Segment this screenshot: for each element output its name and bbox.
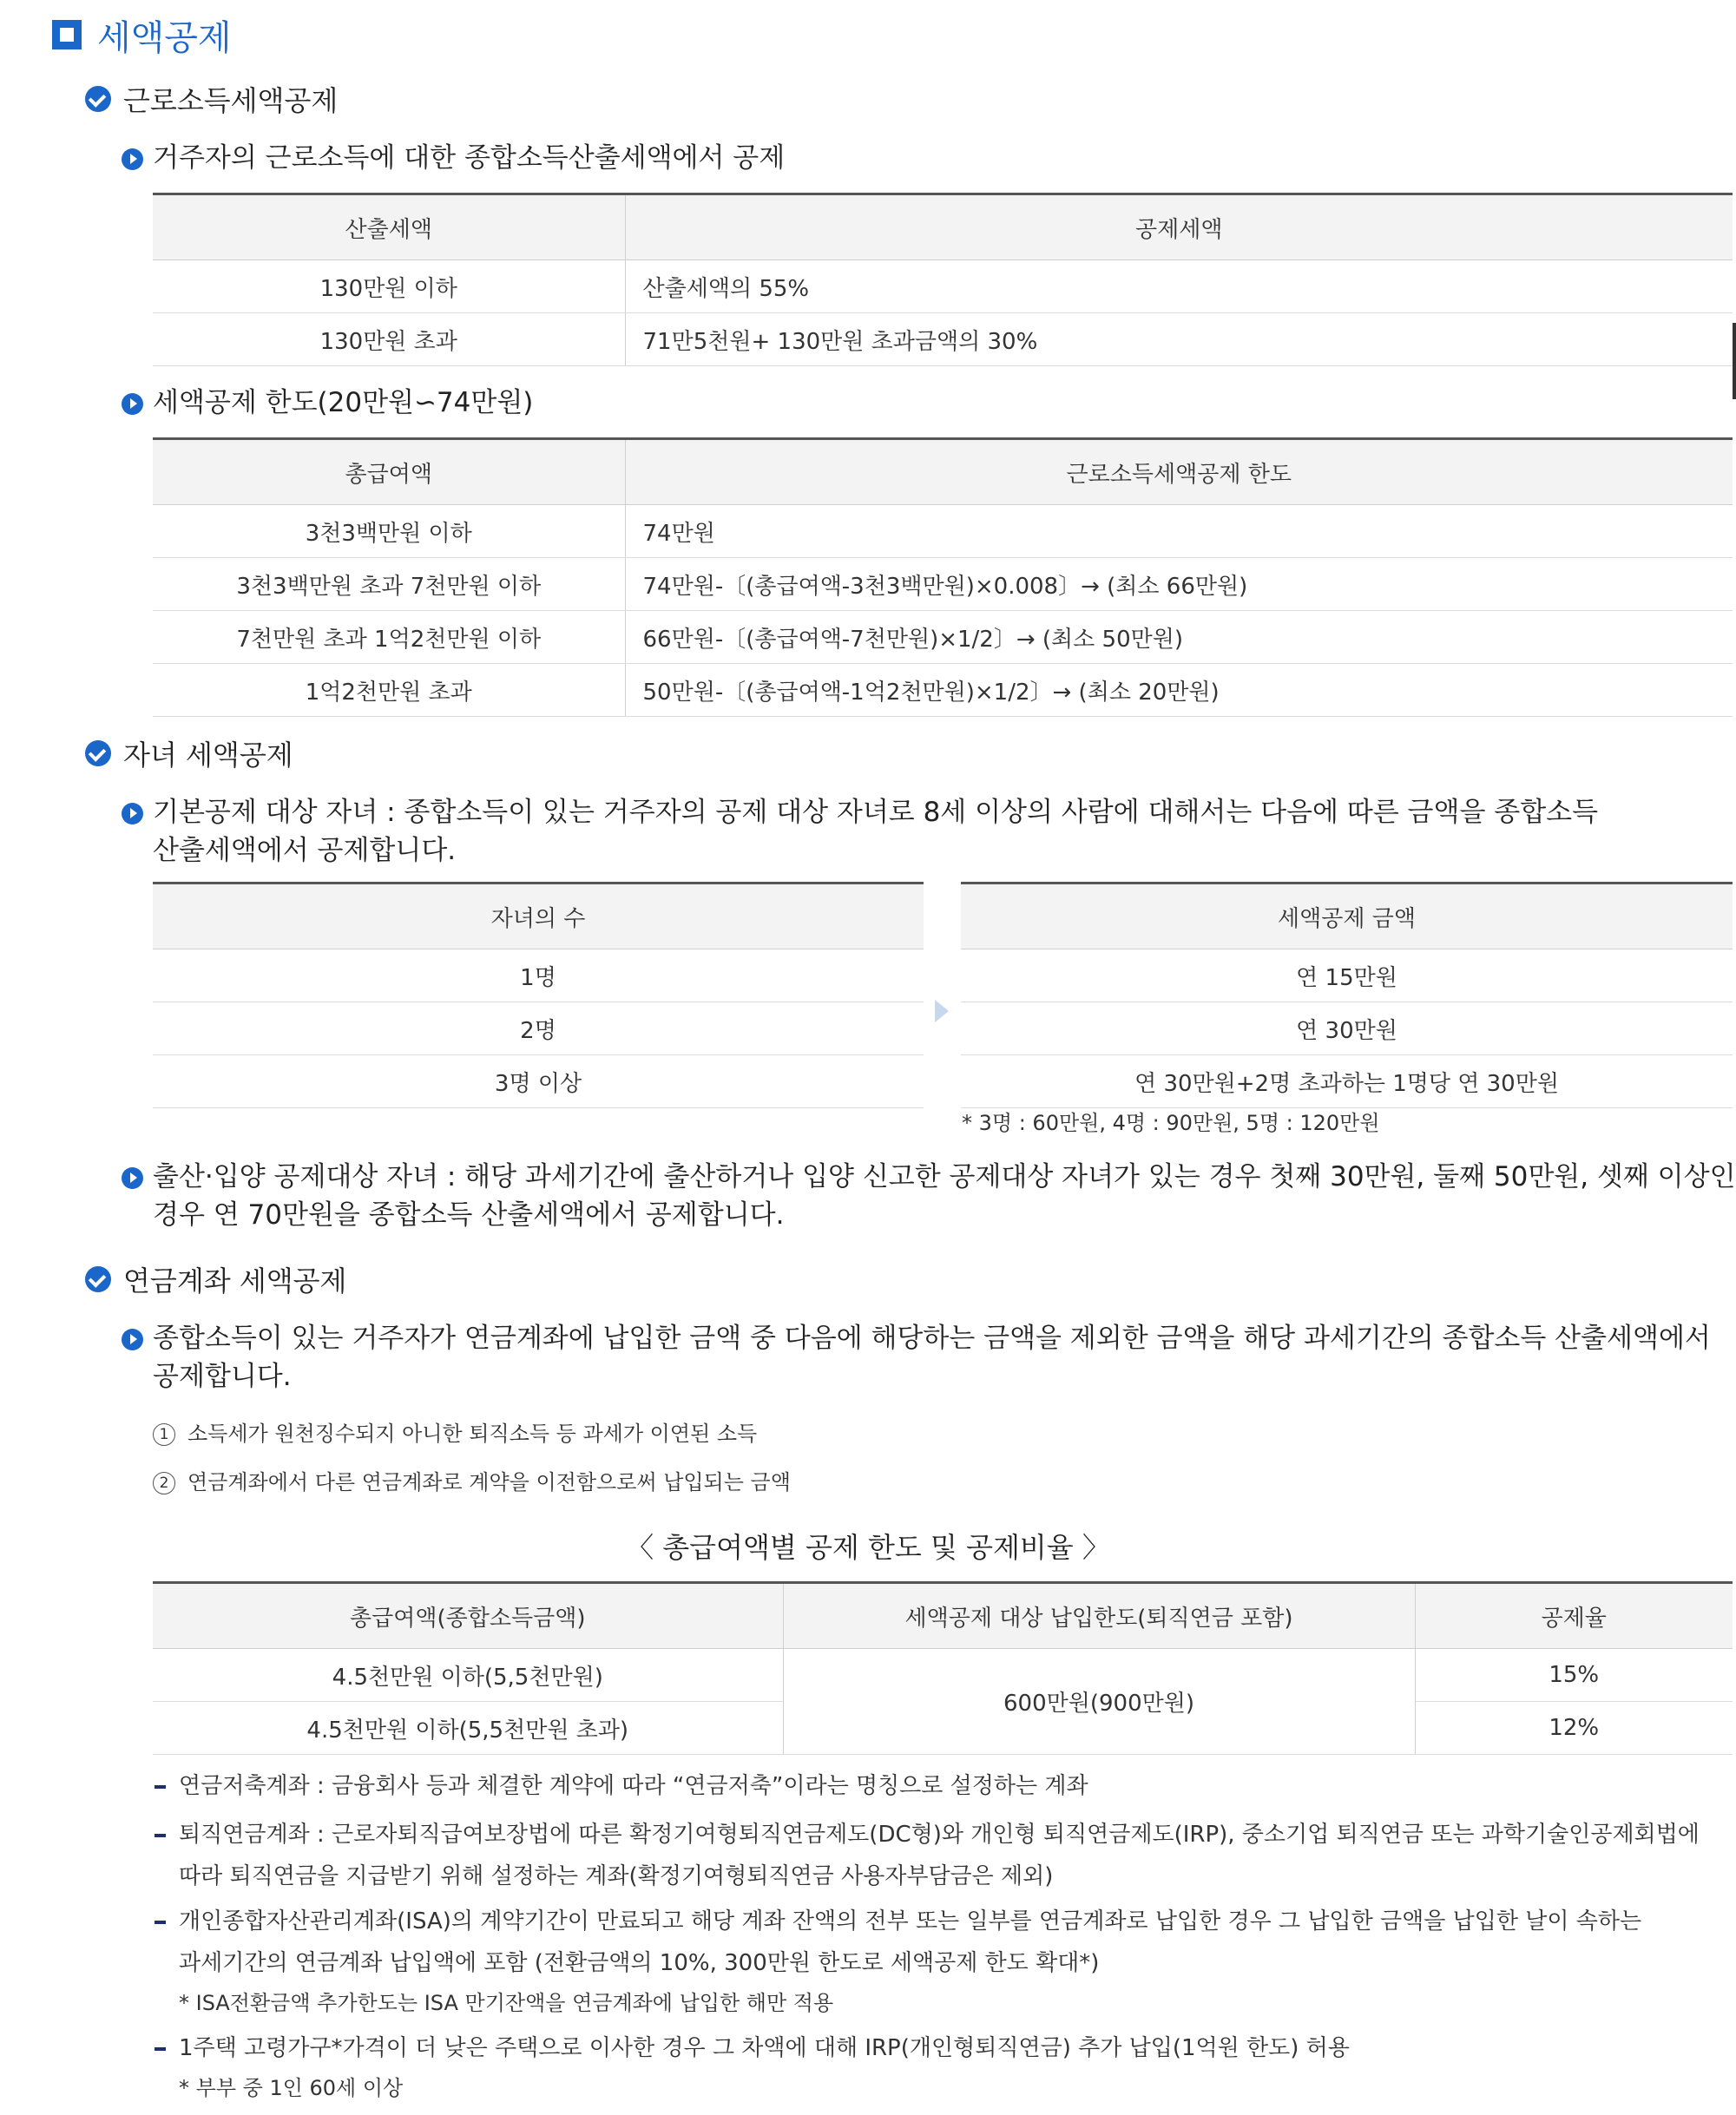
- note-text: 과세기간의 연금계좌 납입액에 포함 (전환금액의 10%, 300만원 한도로 세액공제 한도 확대*): [179, 1950, 1100, 1976]
- note-text: 개인종합자산관리계좌(ISA)의 계약기간이 만료되고 해당 계좌 잔액의 전부 또는 일부를 연금계좌로 납입한 경우 그 납입한 금액을 납입한 날이 속하는: [179, 1908, 1642, 1934]
- table-row: [153, 1649, 1733, 1702]
- table-cell: 3명 이상: [153, 1055, 924, 1108]
- note-text: 따라 퇴직연금을 지급받기 위해 설정하는 계좌(확정기여형퇴직연금 사용자부담금은 제외): [179, 1863, 1054, 1889]
- table-cell-limit: 600만원(900만원): [783, 1649, 1415, 1755]
- table-cell: 7천만원 초과 1억2천만원 이하: [153, 611, 625, 664]
- table-header: 공제세액: [625, 194, 1733, 260]
- bullet-text: 거주자의 근로소득에 대한 종합소득산출세액에서 공제: [153, 142, 786, 174]
- dash-bullet-icon: [155, 1921, 166, 1924]
- deduction-limit-table: [153, 437, 1733, 717]
- table-row: [961, 1055, 1733, 1108]
- bullet-item-pension-account: [122, 1319, 1711, 1396]
- circled-number-icon: 1: [153, 1423, 175, 1446]
- table-cell: 66만원-〔(총급여액-7천만원)×1/2〕→ (최소 50만원): [625, 611, 1733, 664]
- table-cell: 3천3백만원 이하: [153, 505, 625, 558]
- dash-bullet-icon: [155, 2047, 166, 2051]
- bullet-text-line: 산출세액에서 공제합니다.: [153, 835, 457, 866]
- table-row: [153, 313, 1733, 366]
- child-count-table: [153, 882, 924, 1108]
- note-item: [155, 2027, 1733, 2069]
- table-cell: 연 30만원: [961, 1002, 1733, 1055]
- table-header: 산출세액: [153, 194, 625, 260]
- circled-number-icon: 2: [153, 1472, 175, 1494]
- play-circle-icon: [122, 1329, 143, 1350]
- table-cell: 74만원: [625, 505, 1733, 558]
- note-footnote: * ISA전환금액 추가한도는 ISA 만기잔액을 연금계좌에 납입한 해만 적용: [179, 1991, 834, 2015]
- note-item: [155, 1814, 1733, 1897]
- table-caption: 〈 총급여액별 공제 한도 및 공제비율 〉: [626, 1531, 1110, 1564]
- list-item: [153, 1416, 757, 1447]
- table-row: [153, 1002, 924, 1055]
- footnote: * 3명 : 60만원, 4명 : 90만원, 5명 : 120만원: [962, 1111, 1380, 1135]
- bullet-text-line: 공제합니다.: [153, 1361, 292, 1392]
- subsection-title: 연금계좌 세액공제: [123, 1264, 347, 1297]
- table-header: 근로소득세액공제 한도: [625, 439, 1733, 505]
- square-bullet-icon: [52, 20, 82, 49]
- bullet-text-line: 출산·입양 공제대상 자녀 : 해당 과세기간에 출산하거나 입양 신고한 공제대상 자녀가 있는 경우 첫째 30만원, 둘째 50만원, 셋째 이상인: [153, 1161, 1736, 1192]
- note-footnote: * 부부 중 1인 60세 이상: [179, 2076, 404, 2100]
- dash-bullet-icon: [155, 1834, 166, 1837]
- bullet-item-deduction-limit: [122, 384, 533, 422]
- check-circle-icon: [85, 740, 111, 766]
- note-item: [155, 1765, 1733, 1807]
- subsection-title: 근로소득세액공제: [123, 84, 339, 117]
- table-cell: 산출세액의 55%: [625, 260, 1733, 313]
- bullet-text: 세액공제 한도(20만원∽74만원): [153, 387, 534, 418]
- table-cell: 2명: [153, 1002, 924, 1055]
- table-cell: 74만원-〔(총급여액-3천3백만원)×0.008〕→ (최소 66만원): [625, 558, 1733, 611]
- note-item: [155, 1901, 1733, 1984]
- table-cell: 1억2천만원 초과: [153, 664, 625, 717]
- list-item-text: 연금계좌에서 다른 연금계좌로 계약을 이전함으로써 납입되는 금액: [187, 1470, 791, 1494]
- table-cell: 4.5천만원 이하(5,5천만원 초과): [153, 1702, 783, 1755]
- bullet-text-line: 종합소득이 있는 거주자가 연금계좌에 납입한 금액 중 다음에 해당하는 금액을 제외한 금액을 해당 과세기간의 종합소득 산출세액에서: [153, 1323, 1711, 1354]
- table-header: 세액공제 금액: [961, 883, 1733, 949]
- table-row: [153, 611, 1733, 664]
- table-cell: 130만원 초과: [153, 313, 625, 366]
- section-title: 세액공제: [97, 17, 232, 58]
- table-cell: 4.5천만원 이하(5,5천만원): [153, 1649, 783, 1702]
- arrow-right-icon: [935, 1000, 949, 1022]
- bullet-text-line: 경우 연 70만원을 종합소득 산출세액에서 공제합니다.: [153, 1199, 785, 1231]
- calculated-tax-table: [153, 193, 1733, 366]
- table-header: 세액공제 대상 납입한도(퇴직연금 포함): [783, 1583, 1415, 1649]
- play-circle-icon: [122, 803, 143, 824]
- subsection-heading-earned-income: [85, 80, 338, 118]
- list-item: [153, 1465, 791, 1495]
- table-row: [153, 558, 1733, 611]
- bullet-item-basic-child: [122, 793, 1598, 870]
- section-heading: [52, 7, 232, 62]
- play-circle-icon: [122, 148, 143, 170]
- scrollbar-thumb[interactable]: [1733, 323, 1736, 399]
- subsection-heading-pension: [85, 1260, 346, 1298]
- note-text: 1주택 고령가구*가격이 더 낮은 주택으로 이사한 경우 그 차액에 대해 IRP(개인형퇴직연금) 추가 납입(1억원 한도) 허용: [179, 2035, 1350, 2061]
- check-circle-icon: [85, 1266, 111, 1292]
- table-row: [153, 260, 1733, 313]
- dash-bullet-icon: [155, 1785, 166, 1789]
- note-text: 연금저축계좌 : 금융회사 등과 체결한 계약에 따라 “연금저축”이라는 명칭으로 설정하는 계좌: [179, 1773, 1088, 1799]
- table-row: [153, 664, 1733, 717]
- table-cell: 71만5천원+ 130만원 초과금액의 30%: [625, 313, 1733, 366]
- pension-deduction-table: [153, 1581, 1733, 1755]
- table-cell: 3천3백만원 초과 7천만원 이하: [153, 558, 625, 611]
- table-header: 총급여액(종합소득금액): [153, 1583, 783, 1649]
- list-item-text: 소득세가 원천징수되지 아니한 퇴직소득 등 과세가 이연된 소득: [187, 1422, 758, 1446]
- subsection-heading-child: [85, 734, 293, 772]
- table-cell: 연 30만원+2명 초과하는 1명당 연 30만원: [961, 1055, 1733, 1108]
- table-header: 공제율: [1415, 1583, 1733, 1649]
- play-circle-icon: [122, 1167, 143, 1189]
- table-cell: 15%: [1415, 1649, 1733, 1702]
- table-header: 자녀의 수: [153, 883, 924, 949]
- table-cell: 1명: [153, 949, 924, 1002]
- table-cell: 연 15만원: [961, 949, 1733, 1002]
- table-row: [961, 949, 1733, 1002]
- subsection-title: 자녀 세액공제: [123, 739, 293, 772]
- bullet-item-birth-adoption: [122, 1158, 1736, 1234]
- table-header: 총급여액: [153, 439, 625, 505]
- note-text: 퇴직연금계좌 : 근로자퇴직급여보장법에 따른 확정기여형퇴직연금제도(DC형)와 개인형 퇴직연금제도(IRP), 중소기업 퇴직연금 또는 과학기술인공제회법에: [179, 1822, 1700, 1848]
- bullet-text-line: 기본공제 대상 자녀 : 종합소득이 있는 거주자의 공제 대상 자녀로 8세 이상의 사람에 대해서는 다음에 따른 금액을 종합소득: [153, 797, 1599, 828]
- table-cell: 50만원-〔(총급여액-1억2천만원)×1/2〕→ (최소 20만원): [625, 664, 1733, 717]
- table-row: [153, 949, 924, 1002]
- bullet-item-earned-income-deduction: [122, 139, 785, 177]
- table-cell: 130만원 이하: [153, 260, 625, 313]
- table-row: [961, 1002, 1733, 1055]
- play-circle-icon: [122, 393, 143, 415]
- check-circle-icon: [85, 86, 111, 112]
- table-cell: 12%: [1415, 1702, 1733, 1755]
- table-row: [153, 1055, 924, 1108]
- table-row: [153, 505, 1733, 558]
- child-credit-amount-table: [961, 882, 1733, 1108]
